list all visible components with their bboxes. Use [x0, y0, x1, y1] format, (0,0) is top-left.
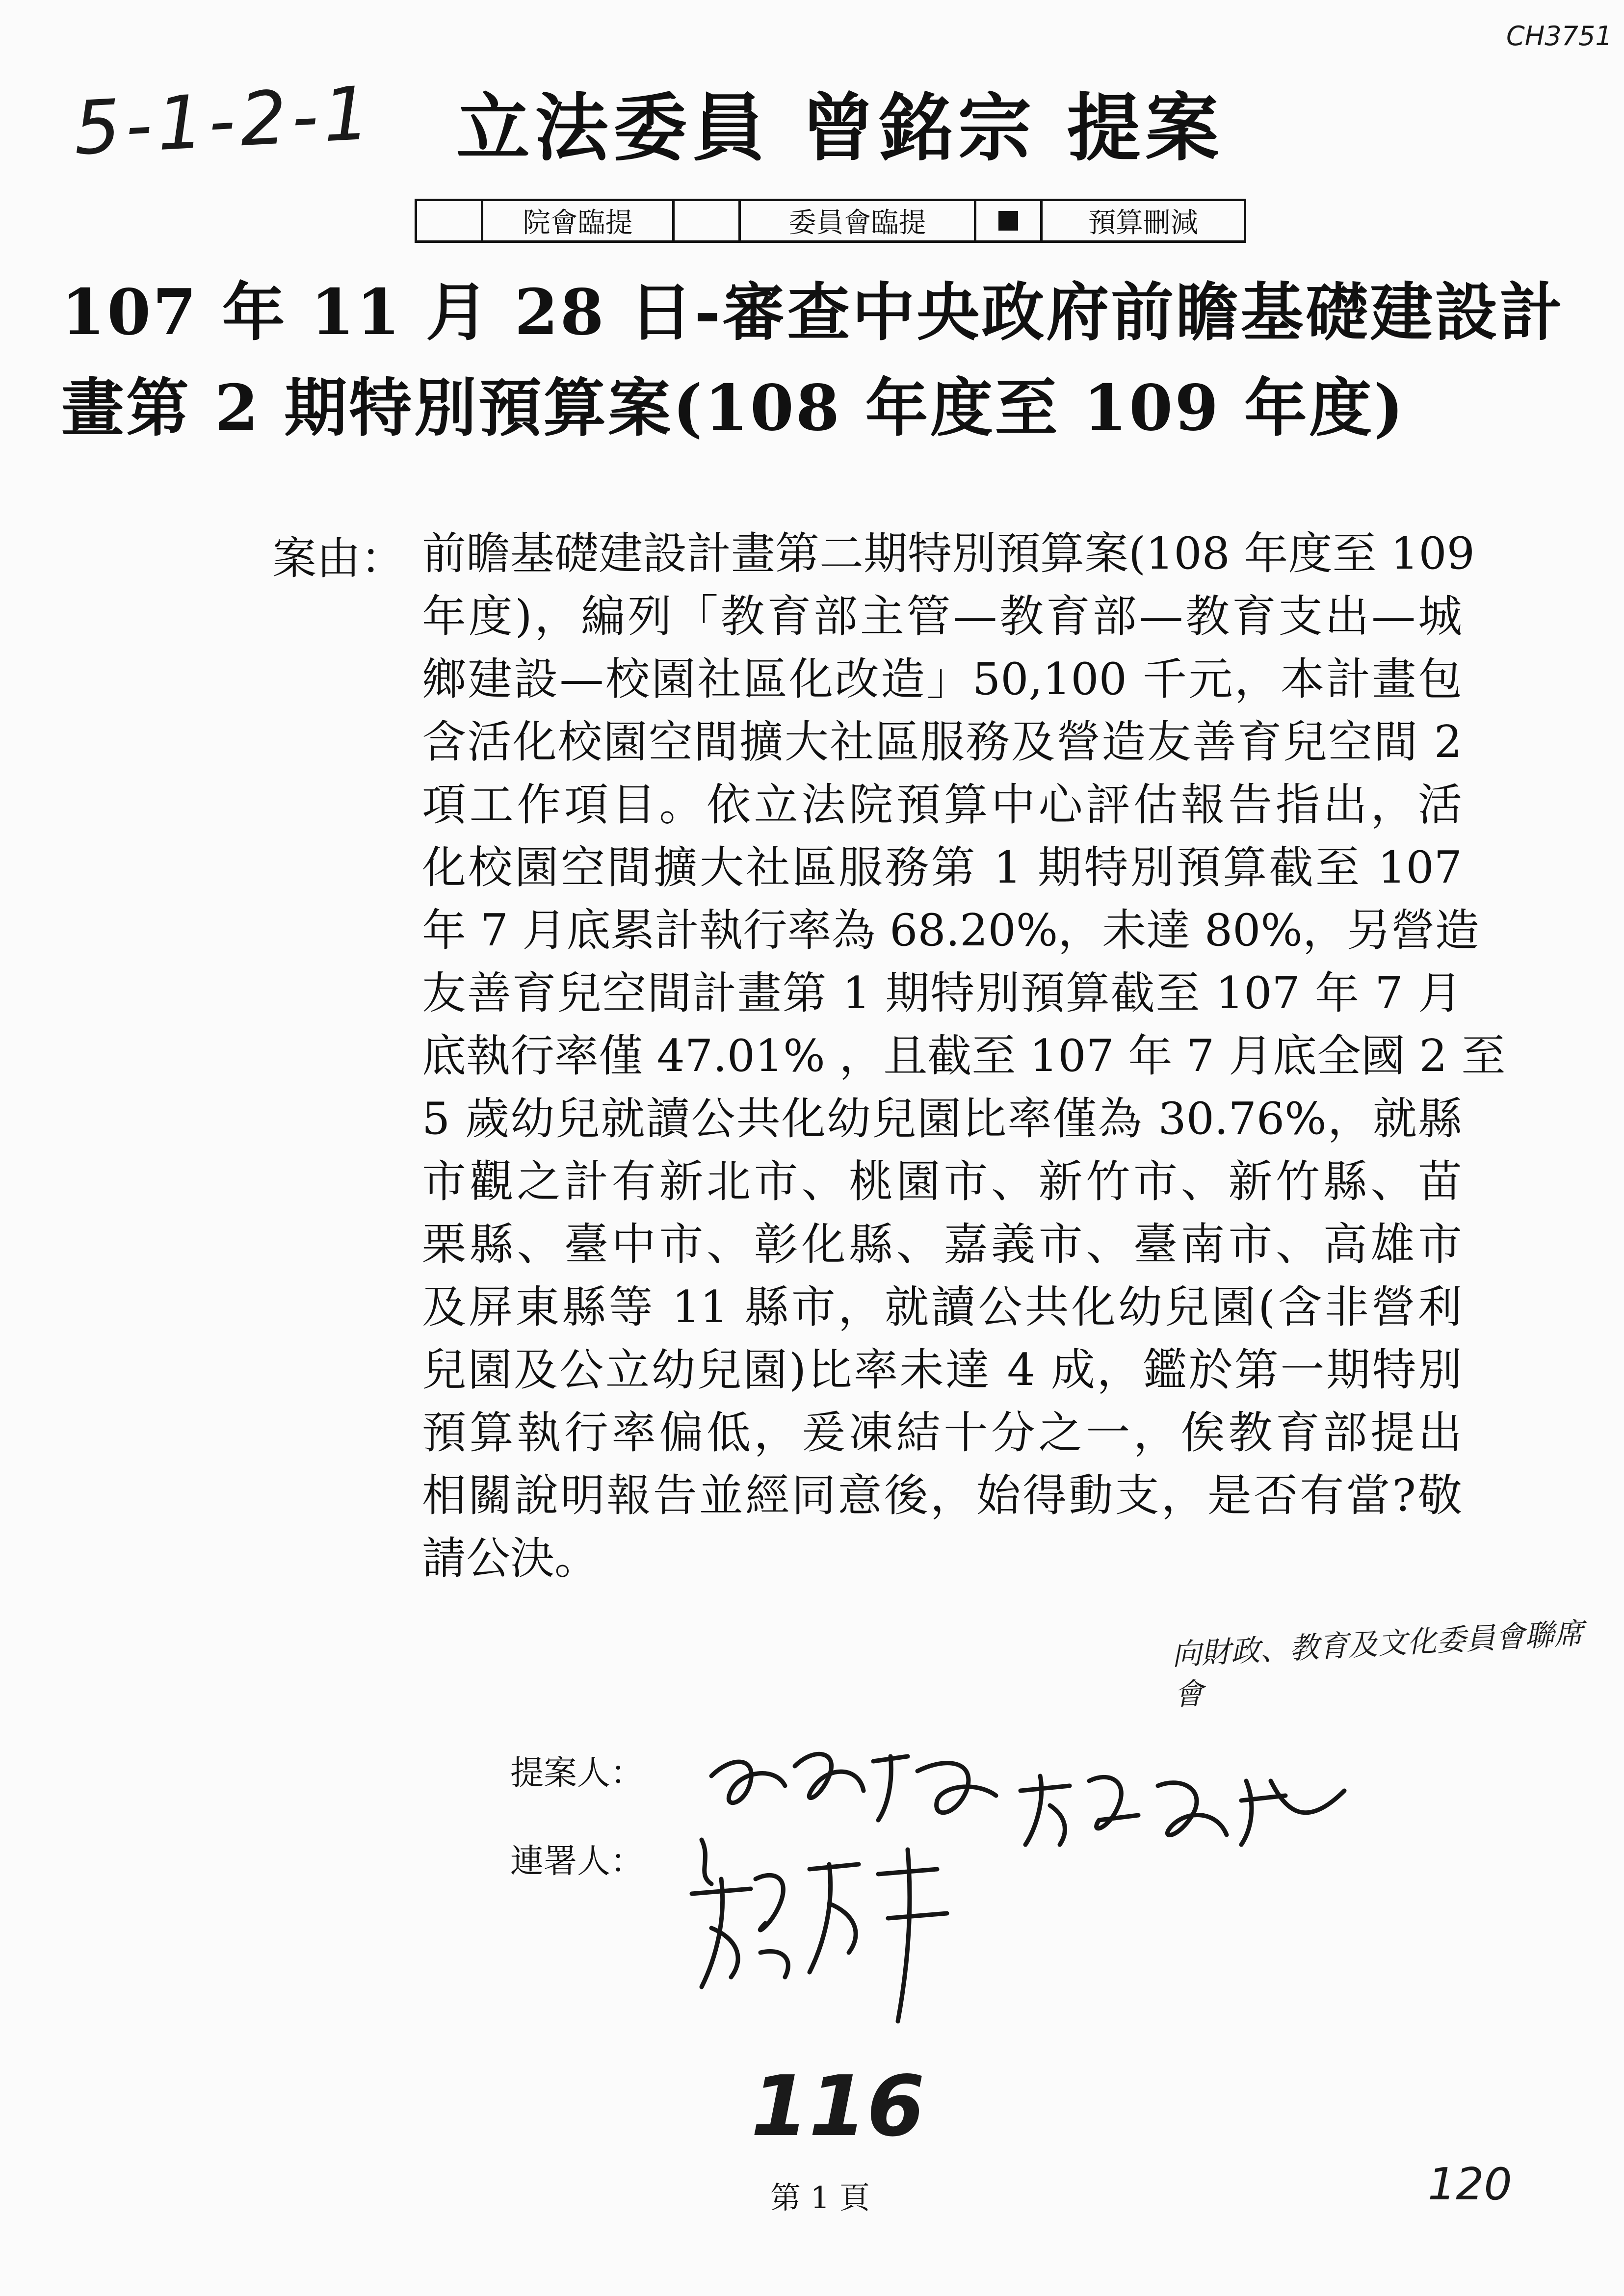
case-line: 年度)，編列「教育部主管—教育部—教育支出—城: [422, 591, 1462, 642]
case-line: 兒園及公立幼兒園)比率未達 4 成，鑑於第一期特別: [422, 1344, 1462, 1396]
option-label-committee: 委員會臨提: [741, 201, 976, 240]
document-title: 107 年 11 月 28 日-審查中央政府前瞻基礎建設計畫第 2 期特別預算案(108 年度至 109 年度): [61, 276, 1565, 445]
proposer-label: 提案人：: [510, 1754, 644, 1793]
checkbox-plenary: [417, 201, 483, 240]
proposal-type-table: [415, 199, 1246, 243]
checkbox-budget-cut: [976, 201, 1043, 240]
case-line: 鄉建設—校園社區化改造」50,100 千元，本計畫包: [422, 653, 1462, 705]
checked-square-icon: [998, 211, 1018, 231]
cosigner-signature-a: [1011, 1761, 1364, 1854]
case-body: [422, 522, 1506, 1590]
case-line: 化校園空間擴大社區服務第 1 期特別預算截至 107: [422, 842, 1462, 893]
case-line: 底執行率僅 47.01% ，且截至 107 年 7 月底全國 2 至: [422, 1030, 1506, 1082]
case-line: 及屏東縣等 11 縣市，就讀公共化幼兒園(含非營利: [422, 1281, 1462, 1333]
handwritten-corner-number: 120: [1428, 2159, 1512, 2210]
option-label-plenary: 院會臨提: [483, 201, 675, 240]
case-line: 友善育兒空間計畫第 1 期特別預算截至 107 年 7 月: [422, 967, 1462, 1019]
case-line: 前瞻基礎建設計畫第二期特別預算案(108 年度至 109: [422, 528, 1475, 579]
handwritten-committee-note: 向財政、教育及文化委員會聯席會: [1171, 1616, 1585, 1713]
case-line: 市觀之計有新北市、桃園市、新竹市、新竹縣、苗: [422, 1156, 1462, 1207]
case-line: 栗縣、臺中市、彰化縣、嘉義市、臺南市、高雄市: [422, 1219, 1462, 1270]
case-line: 5 歲幼兒就讀公共化幼兒園比率僅為 30.76%，就縣: [422, 1093, 1462, 1145]
handwritten-file-number: 5-1-2-1: [71, 71, 377, 172]
cosigner-signature-b: [682, 1830, 957, 2036]
case-line: 請公決。: [422, 1533, 599, 1584]
page-title: 立法委員 曾銘宗 提案: [456, 85, 1224, 171]
cosigner-label: 連署人：: [510, 1842, 644, 1881]
case-line: 相關說明報告並經同意後，始得動支，是否有當?敬: [422, 1470, 1462, 1521]
checkbox-committee: [675, 201, 741, 240]
case-label: 案由：: [272, 533, 405, 584]
page-number: 第 1 頁: [770, 2180, 870, 2216]
case-line: 項工作項目。依立法院預算中心評估報告指出，活: [422, 779, 1462, 831]
option-label-budget-cut: 預算刪減: [1088, 207, 1198, 239]
case-line: 預算執行率偏低，爰凍結十分之一，俟教育部提出: [422, 1407, 1462, 1459]
handwritten-page-mark: 116: [751, 2058, 925, 2155]
handwritten-doc-code: CH3751: [1506, 21, 1612, 52]
proposer-signature: [702, 1737, 1006, 1835]
case-line: 年 7 月底累計執行率為 68.20%，未達 80%，另營造: [422, 905, 1479, 956]
case-line: 含活化校園空間擴大社區服務及營造友善育兒空間 2: [422, 716, 1462, 768]
